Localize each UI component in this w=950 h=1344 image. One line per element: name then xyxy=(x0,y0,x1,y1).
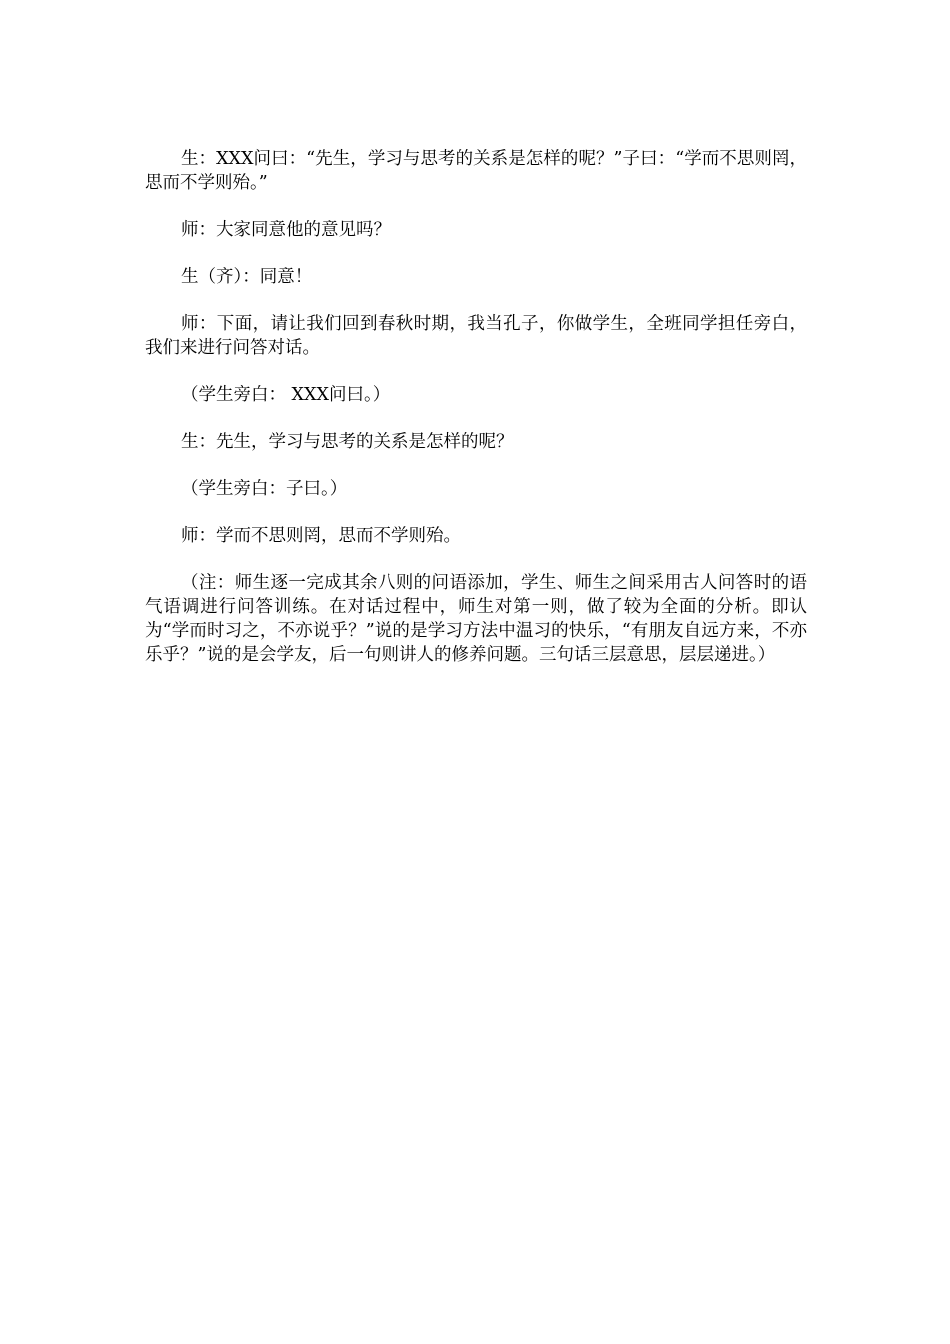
paragraph-teacher-asks-agreement: 师：大家同意他的意见吗？ xyxy=(181,220,391,240)
paragraph-teacher-roleplay-intro: 师：下面，请让我们回到春秋时期，我当孔子，你做学生，全班同学担任旁白，我们来进行问答对话。 xyxy=(145,314,807,358)
paragraph-narration-2: （学生旁白：子曰。） xyxy=(181,479,348,499)
paragraph-narration-1: （学生旁白： XXX问曰。） xyxy=(181,385,391,405)
paragraph-note: （注：师生逐一完成其余八则的问语添加，学生、师生之间采用古人问答时的语气语调进行问答训练。在对话过程中，师生对第一则，做了较为全面的分析。即认为“学而时习之，不亦说乎？”说的是学习方法中温习的快乐，“有朋友自远方来，不亦乐乎？”说的是会学友，后一句则讲人的修养问题。三句话三层意思，层层递进。） xyxy=(145,573,807,665)
paragraph-teacher-answers: 师：学而不思则罔，思而不学则殆。 xyxy=(181,526,461,546)
paragraph-students-agree: 生（齐）：同意！ xyxy=(181,267,313,287)
paragraph-student-asks: 生：先生，学习与思考的关系是怎样的呢？ xyxy=(181,432,514,452)
paragraph-student-question: 生：XXX问曰：“先生，学习与思考的关系是怎样的呢？”子曰：“学而不思则罔，思而不学则殆。” xyxy=(145,149,807,193)
document-body xyxy=(145,147,807,690)
